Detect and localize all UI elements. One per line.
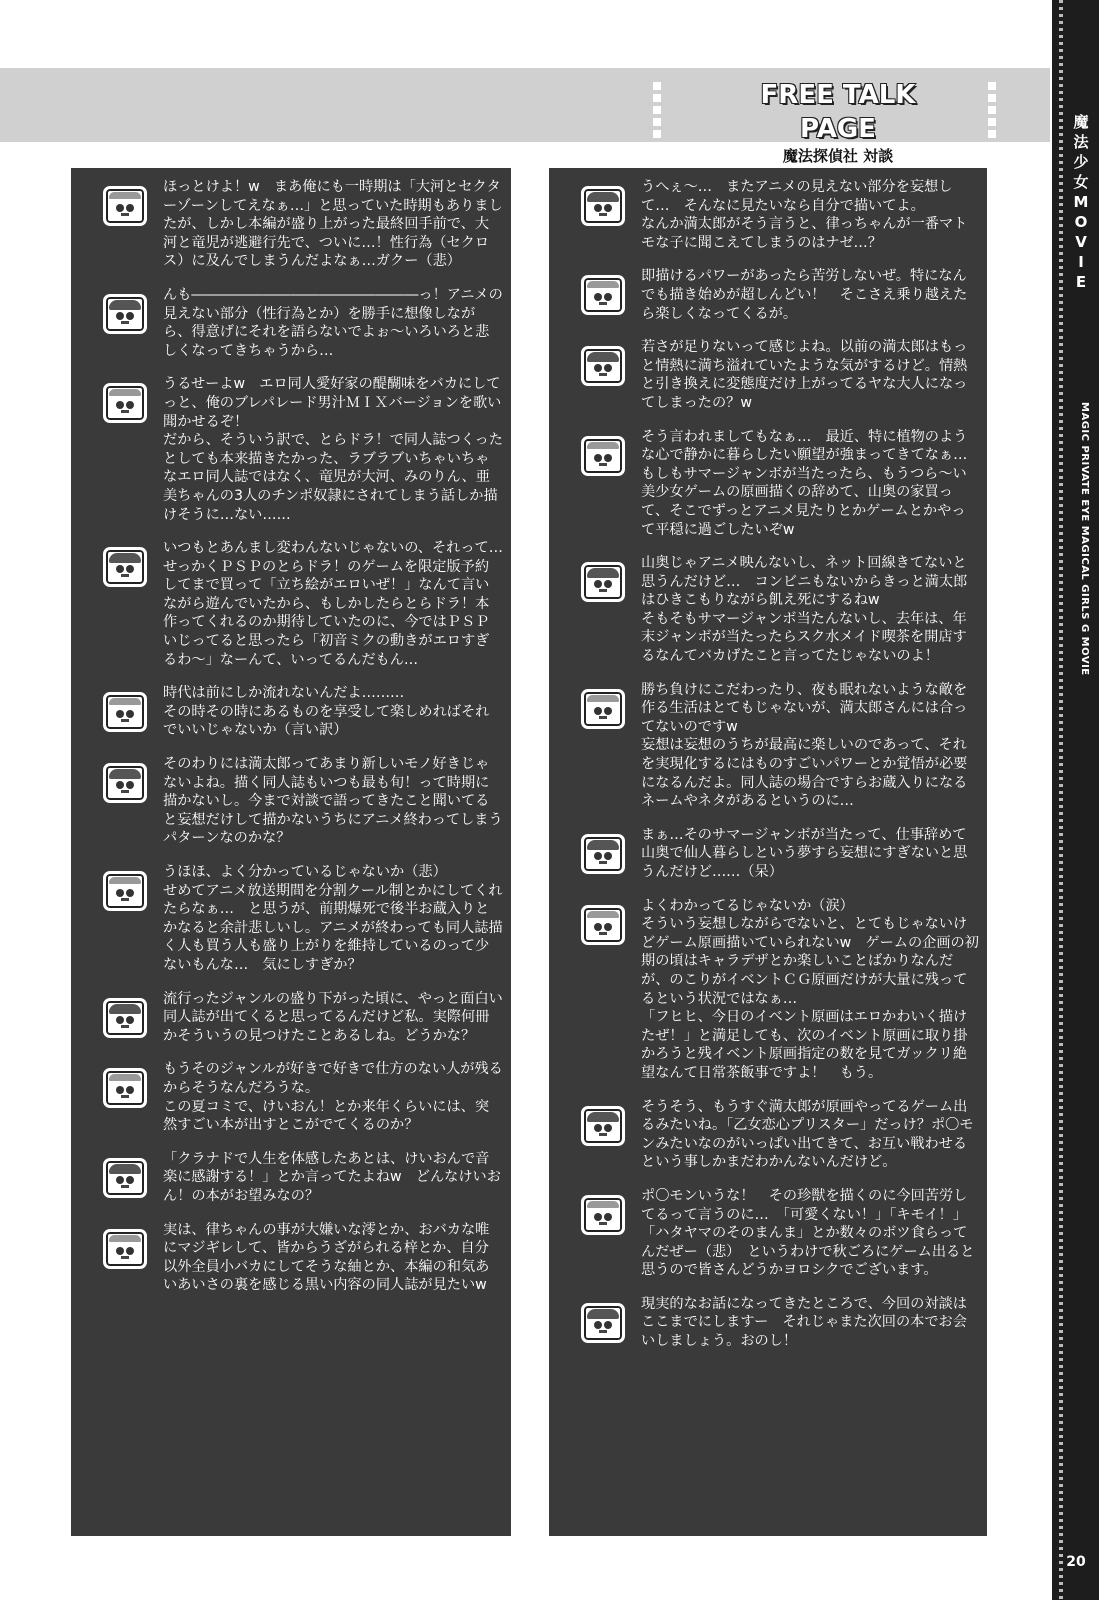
- dialogue-text: 実は、律ちゃんの事が大嫌いな澪とか、おバカな唯にマジギレして、皆からうざがられる梓とか、自分以外全員小バカにしてそうな紬とか、本編の和気あいあいさの裏を感じる黒い内容の同人誌が見たいw: [163, 1221, 490, 1294]
- robot-avatar-icon: [103, 186, 147, 226]
- side-title-char: 少: [1073, 153, 1089, 171]
- dialogue-entry: [563, 897, 979, 1083]
- side-title-char: V: [1075, 233, 1087, 251]
- girl-avatar-icon: [103, 998, 147, 1038]
- dialogue-text: 「クラナドで人生を体感したあとは、けいおんで音楽に感謝する！」とか言ってたよねw どんなけいおん！の本がお望みなの？: [163, 1150, 501, 1204]
- side-subtitle: MAGIC PRIVATE EYE MAGICAL GIRLS G MOVIE: [1079, 402, 1090, 676]
- robot-avatar-icon: [103, 1229, 147, 1269]
- robot-avatar-icon: [581, 436, 625, 476]
- dialogue-text: ほっとけよ！w まあ俺にも一時期は「大河とセクターゾーンしてえなぁ…」と思っていた時期もありましたが、しかし本編が盛り上がった最終回手前で、大河と竜児が逃避行先で、ついに…！性行為（セクロス）に及んでしまうんだよなぁ…ガクー（悲）: [163, 179, 503, 270]
- left-column: [71, 168, 518, 1536]
- girl-avatar-icon: [581, 1303, 625, 1343]
- side-strip-dashes: [1059, 0, 1063, 1600]
- header-dots-left: [650, 82, 664, 142]
- girl-avatar-icon: [581, 562, 625, 602]
- girl-avatar-icon: [103, 763, 147, 803]
- robot-avatar-icon: [103, 692, 147, 732]
- girl-avatar-icon: [581, 186, 625, 226]
- right-column: [549, 168, 987, 1536]
- page-number: 20: [1066, 1554, 1086, 1570]
- dialogue-entry: [563, 267, 979, 323]
- robot-avatar-icon: [581, 905, 625, 945]
- dialogue-entry: [85, 990, 503, 1046]
- dialogue-entry: [563, 1187, 979, 1280]
- dialogue-text: そうそう、もうすぐ満太郎が原画やってるゲーム出るみたいね。「乙女恋心プリスター」だっけ？ポ〇モンみたいなのがいっぱい出てきて、お互い戦わせるという事しかまだわかんないんだけど。: [641, 1098, 974, 1171]
- side-title-char: 魔: [1073, 113, 1089, 131]
- girl-avatar-icon: [103, 547, 147, 587]
- dialogue-text: 時代は前にしか流れないんだよ……… その時その時にあるものを享受して楽しめればそれでいいじゃないか（言い訳）: [163, 685, 490, 739]
- dialogue-entry: [563, 1098, 979, 1172]
- page-subtitle: 魔法探偵社 対談: [782, 147, 894, 165]
- side-title-char: M: [1073, 193, 1089, 211]
- dialogue-text: うほほ、よく分かっているじゃないか（悲） せめてアニメ放送期間を分割クール制とかにしてくれたらなぁ… と思うが、前期爆死で後半お蔵入りとかなると余計悲しいし。アニメが終わっても同人誌描く人も買う人も盛り上がりを維持しているのって少ないもんな… 気にしすぎか？: [163, 864, 503, 973]
- girl-avatar-icon: [581, 346, 625, 386]
- dialogue-entry: [85, 286, 503, 360]
- side-title-char: E: [1075, 273, 1087, 291]
- page-header: [719, 78, 957, 165]
- side-title-char: I: [1078, 253, 1084, 271]
- robot-avatar-icon: [103, 383, 147, 423]
- side-title-char: 女: [1073, 173, 1089, 191]
- dialogue-entry: [563, 1295, 979, 1351]
- dialogue-entry: [563, 428, 982, 540]
- dialogue-text: ポ〇モンいうな！ その珍獣を描くのに今回苦労してるって言うのに… 「可愛くない！」「キモイ！」「ハタヤマのそのまんま」とか数々のボツ食らってんだぜー（悲） というわけで秋ごろにゲーム出ると思うので皆さんどうかヨロシクでございます。: [641, 1187, 975, 1279]
- robot-avatar-icon: [103, 1068, 147, 1108]
- page-title: FREE TALK PAGE: [760, 80, 916, 144]
- dialogue-entry: [85, 178, 503, 271]
- dialogue-entry: [85, 1221, 503, 1295]
- dialogue-text: 山奥じゃアニメ映んないし、ネット回線きてないと思うんだけど… コンビニもないからきっと満太郎はひきこもりながら飢え死にするねw そもそもサマージャンボ当たんないし、去年は、年末ジャンボが当たったらスク水メイド喫茶を開店するなんてバカげたこと言ってたじゃないのよ！: [641, 555, 968, 665]
- robot-avatar-icon: [103, 871, 147, 911]
- dialogue-text: 若さが足りないって感じよね。以前の満太郎はもっと情熱に満ち溢れていたような気がするけど。情熱と引き換えに変態度だけ上がってるヤな大人になってしまったの？w: [641, 339, 968, 411]
- dialogue-text: もうそのジャンルが好きで好きで仕方のない人が残るからそうなんだろうな。 この夏コミで、けいおん！とか来年くらいには、突然すごい本が出すとこがでてくるのか？: [163, 1061, 503, 1134]
- dialogue-entry: [85, 1150, 503, 1206]
- dialogue-text: うへぇ～… またアニメの見えない部分を妄想して… そんなに見たいなら自分で描いてよ。 なんか満太郎がそう言うと、律っちゃんが一番マトモな子に聞こえてしまうのはナゼ…？: [641, 179, 968, 251]
- dialogue-text: 勝ち負けにこだわったり、夜も眠れないような敵を作る生活はとてもじゃないが、満太郎さんには合ってないのですw 妄想は妄想のうちが最高に楽しいのであって、それを実現化するにはものすごいパワーとか覚悟が必要になるんだよ。同人誌の場合ですらお蔵入りになるネームやネタがあるというのに…: [641, 681, 968, 810]
- girl-avatar-icon: [581, 834, 625, 874]
- dialogue-text: そう言われましてもなぁ… 最近、特に植物のような心で静かに暮らしたい願望が強まってきてなぁ… もしもサマージャンボが当たったら、もうつら～い美少女ゲームの原画描くの辞めて、山奥の家買って、そこでずっとアニメ見たりとかゲームとかやって平穏に過ごしたいぞw: [641, 428, 982, 538]
- dialogue-text: そのわりには満太郎ってあまり新しいモノ好きじゃないよね。描く同人誌もいつも最も旬！って時期に描かないし。今まで対談で語ってきたこと聞いてると妄想だけして描かないうちにアニメ終わってしまうパターンなのかな？: [163, 756, 503, 847]
- dialogue-entry: [85, 539, 518, 669]
- dialogue-entry: [85, 684, 503, 740]
- dialogue-text: 現実的なお話になってきたところで、今回の対談はここまでにしますー それじゃまた次回の本でお会いしましょう。おのし！: [641, 1295, 967, 1350]
- dialogue-entry: [563, 681, 979, 811]
- robot-avatar-icon: [581, 1195, 625, 1235]
- header-dots-right: [985, 82, 999, 142]
- dialogue-entry: [563, 178, 979, 252]
- dialogue-entry: [85, 1060, 503, 1134]
- dialogue-text: 流行ったジャンルの盛り下がった頃に、やっと面白い同人誌が出てくると思ってるんだけど私。実際何冊かそういうの見つけたことあるしね。どうかな？: [163, 990, 503, 1044]
- girl-avatar-icon: [581, 1106, 625, 1146]
- side-title-char: O: [1074, 213, 1088, 231]
- girl-avatar-icon: [103, 1158, 147, 1198]
- dialogue-entry: [85, 375, 503, 524]
- dialogue-entry: [85, 863, 503, 975]
- dialogue-text: 即描けるパワーがあったら苦労しないぜ。特になんでも描き始めが超しんどい！ そこさえ乗り越えたら楽しくなってくるが。: [641, 268, 968, 322]
- dialogue-text: まぁ…そのサマージャンボが当たって、仕事辞めて山奥で仙人暮らしという夢すら妄想にすぎないと思うんだけど……（呆）: [641, 826, 968, 880]
- side-title: [1068, 112, 1094, 292]
- dialogue-text: うるせーよw エロ同人愛好家の醍醐味をバカにしてっと、俺のブレパレード男汁ＭＩＸバージョンを歌い聞かせるぞ！ だから、そういう訳で、とらドラ！で同人誌つくったとしても本来描きたかった、ラブラブいちゃいちゃなエロ同人誌ではなく、竜児が大河、みのりん、亜美ちゃんの3人のチンポ奴隷にされてしまう話しか描けそうに…ない……: [163, 376, 503, 523]
- robot-avatar-icon: [581, 689, 625, 729]
- dialogue-text: いつもとあんまし変わんないじゃないの、それって… せっかくＰＳＰのとらドラ！のゲームを限定版予約してまで買って「立ち絵がエロいぜ！」なんて言いながら遊んでいたから、もしかしたらとらドラ！本作ってくれるのか期待していたのに、今ではＰＳＰいじってると思ったら「初音ミクの動きがエロすぎるわ～」なーんて、いってるんだもん…: [163, 540, 518, 668]
- dialogue-entry: [563, 554, 979, 666]
- girl-avatar-icon: [103, 294, 147, 334]
- dialogue-text: よくわかってるじゃないか（涙） そういう妄想しながらでないと、とてもじゃないけどゲーム原画描いていられないw ゲームの企画の初期の頃はキャラデザとか楽しいことばかりなんだが、のこりがイベントＣＧ原画だけが大量に残ってるという状況ではなぁ… 「フヒヒ、今日のイベント原画はエロかわいく描けたぜ！」と満足しても、次のイベント原画に取り掛かろうと残イベント原画指定の数を見てガックリ絶望なんて日常茶飯事ですよ！ もう。: [641, 897, 979, 1081]
- dialogue-entry: [563, 826, 979, 882]
- side-title-char: 法: [1073, 133, 1089, 151]
- dialogue-text: んも――――――――――――――――っ！アニメの見えない部分（性行為とか）を勝手に想像しながら、得意げにそれを語らないでよぉ～いろいろと悲しくなってきちゃうから…: [163, 286, 503, 359]
- robot-avatar-icon: [581, 275, 625, 315]
- dialogue-entry: [563, 338, 979, 412]
- dialogue-entry: [85, 755, 503, 848]
